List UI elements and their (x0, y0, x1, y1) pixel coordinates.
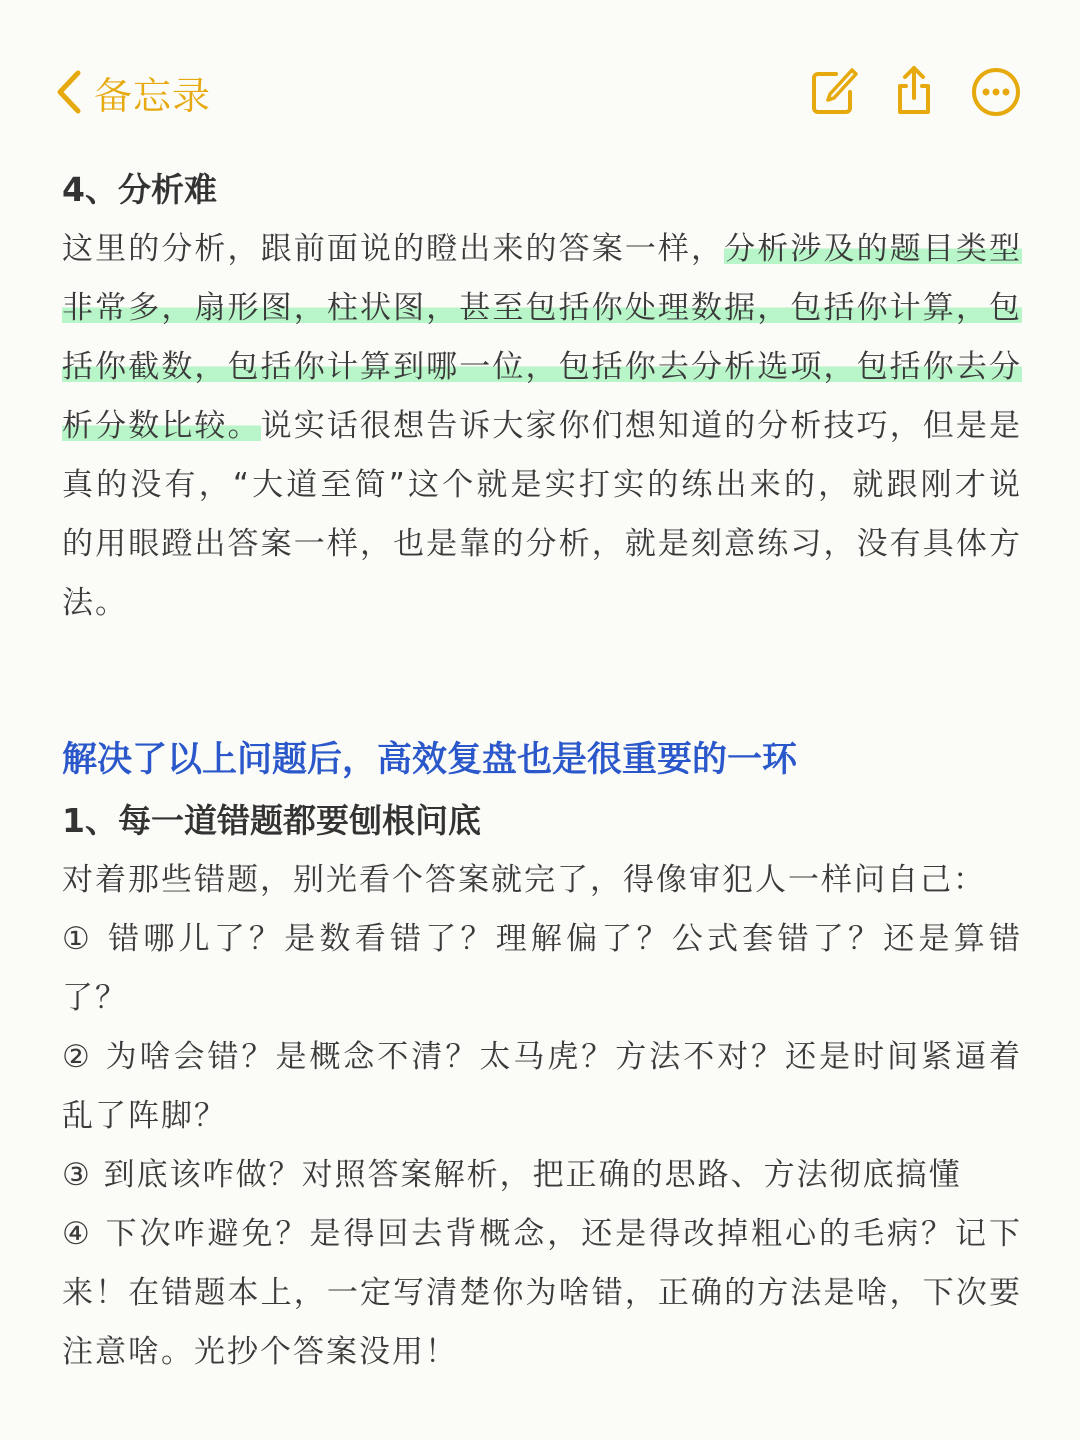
more-button[interactable] (968, 64, 1024, 120)
navigation-bar (0, 0, 1080, 150)
analysis-text-before: 这里的分析，跟前面说的瞪出来的答案一样， (62, 231, 725, 267)
analysis-text-after: 说实话很想告诉大家你们想知道的分析技巧，但是是真的没有，“大道至简”这个就是实打实的练出来的，就跟刚才说的用眼蹬出答案一样，也是靠的分析，就是刻意练习，没有具体方法。 (62, 408, 1023, 621)
share-button[interactable] (886, 64, 942, 120)
chevron-left-icon (54, 69, 84, 115)
analysis-paragraph (62, 220, 1022, 633)
review-subtitle: 1、每一道错题都要刨根问底 (62, 801, 481, 840)
highlighted-text: 分析涉及的题目类型非常多，扇形图，柱状图，甚至包括你处理数据，包括你计算，包括你截数，包括你计算到哪一位，包括你去分析选项，包括你去分析分数比较。 (62, 231, 1022, 444)
section-title-analysis: 4、分析难 (62, 170, 217, 209)
note-content (62, 160, 1022, 1382)
more-icon (968, 64, 1024, 120)
review-item-1: ① 错哪儿了？是数看错了？理解偏了？公式套错了？还是算错了？ (62, 921, 1022, 1016)
compose-icon (806, 64, 862, 120)
review-item-2: ② 为啥会错？是概念不清？太马虎？方法不对？还是时间紧逼着乱了阵脚？ (62, 1039, 1022, 1134)
review-item-4: ④ 下次咋避免？是得回去背概念，还是得改掉粗心的毛病？记下来！在错题本上，一定写清楚你为啥错，正确的方法是啥，下次要注意啥。光抄个答案没用！ (62, 1216, 1022, 1370)
review-item-3: ③ 到底该咋做？对照答案解析，把正确的思路、方法彻底搞懂 (62, 1157, 962, 1193)
review-heading: 解决了以上问题后，高效复盘也是很重要的一环 (62, 740, 798, 780)
compose-button[interactable] (806, 64, 862, 120)
back-label: 备忘录 (94, 73, 212, 118)
back-button[interactable] (54, 62, 211, 122)
review-intro: 对着那些错题，别光看个答案就完了，得像审犯人一样问自己： (62, 862, 986, 898)
share-icon (886, 64, 942, 120)
